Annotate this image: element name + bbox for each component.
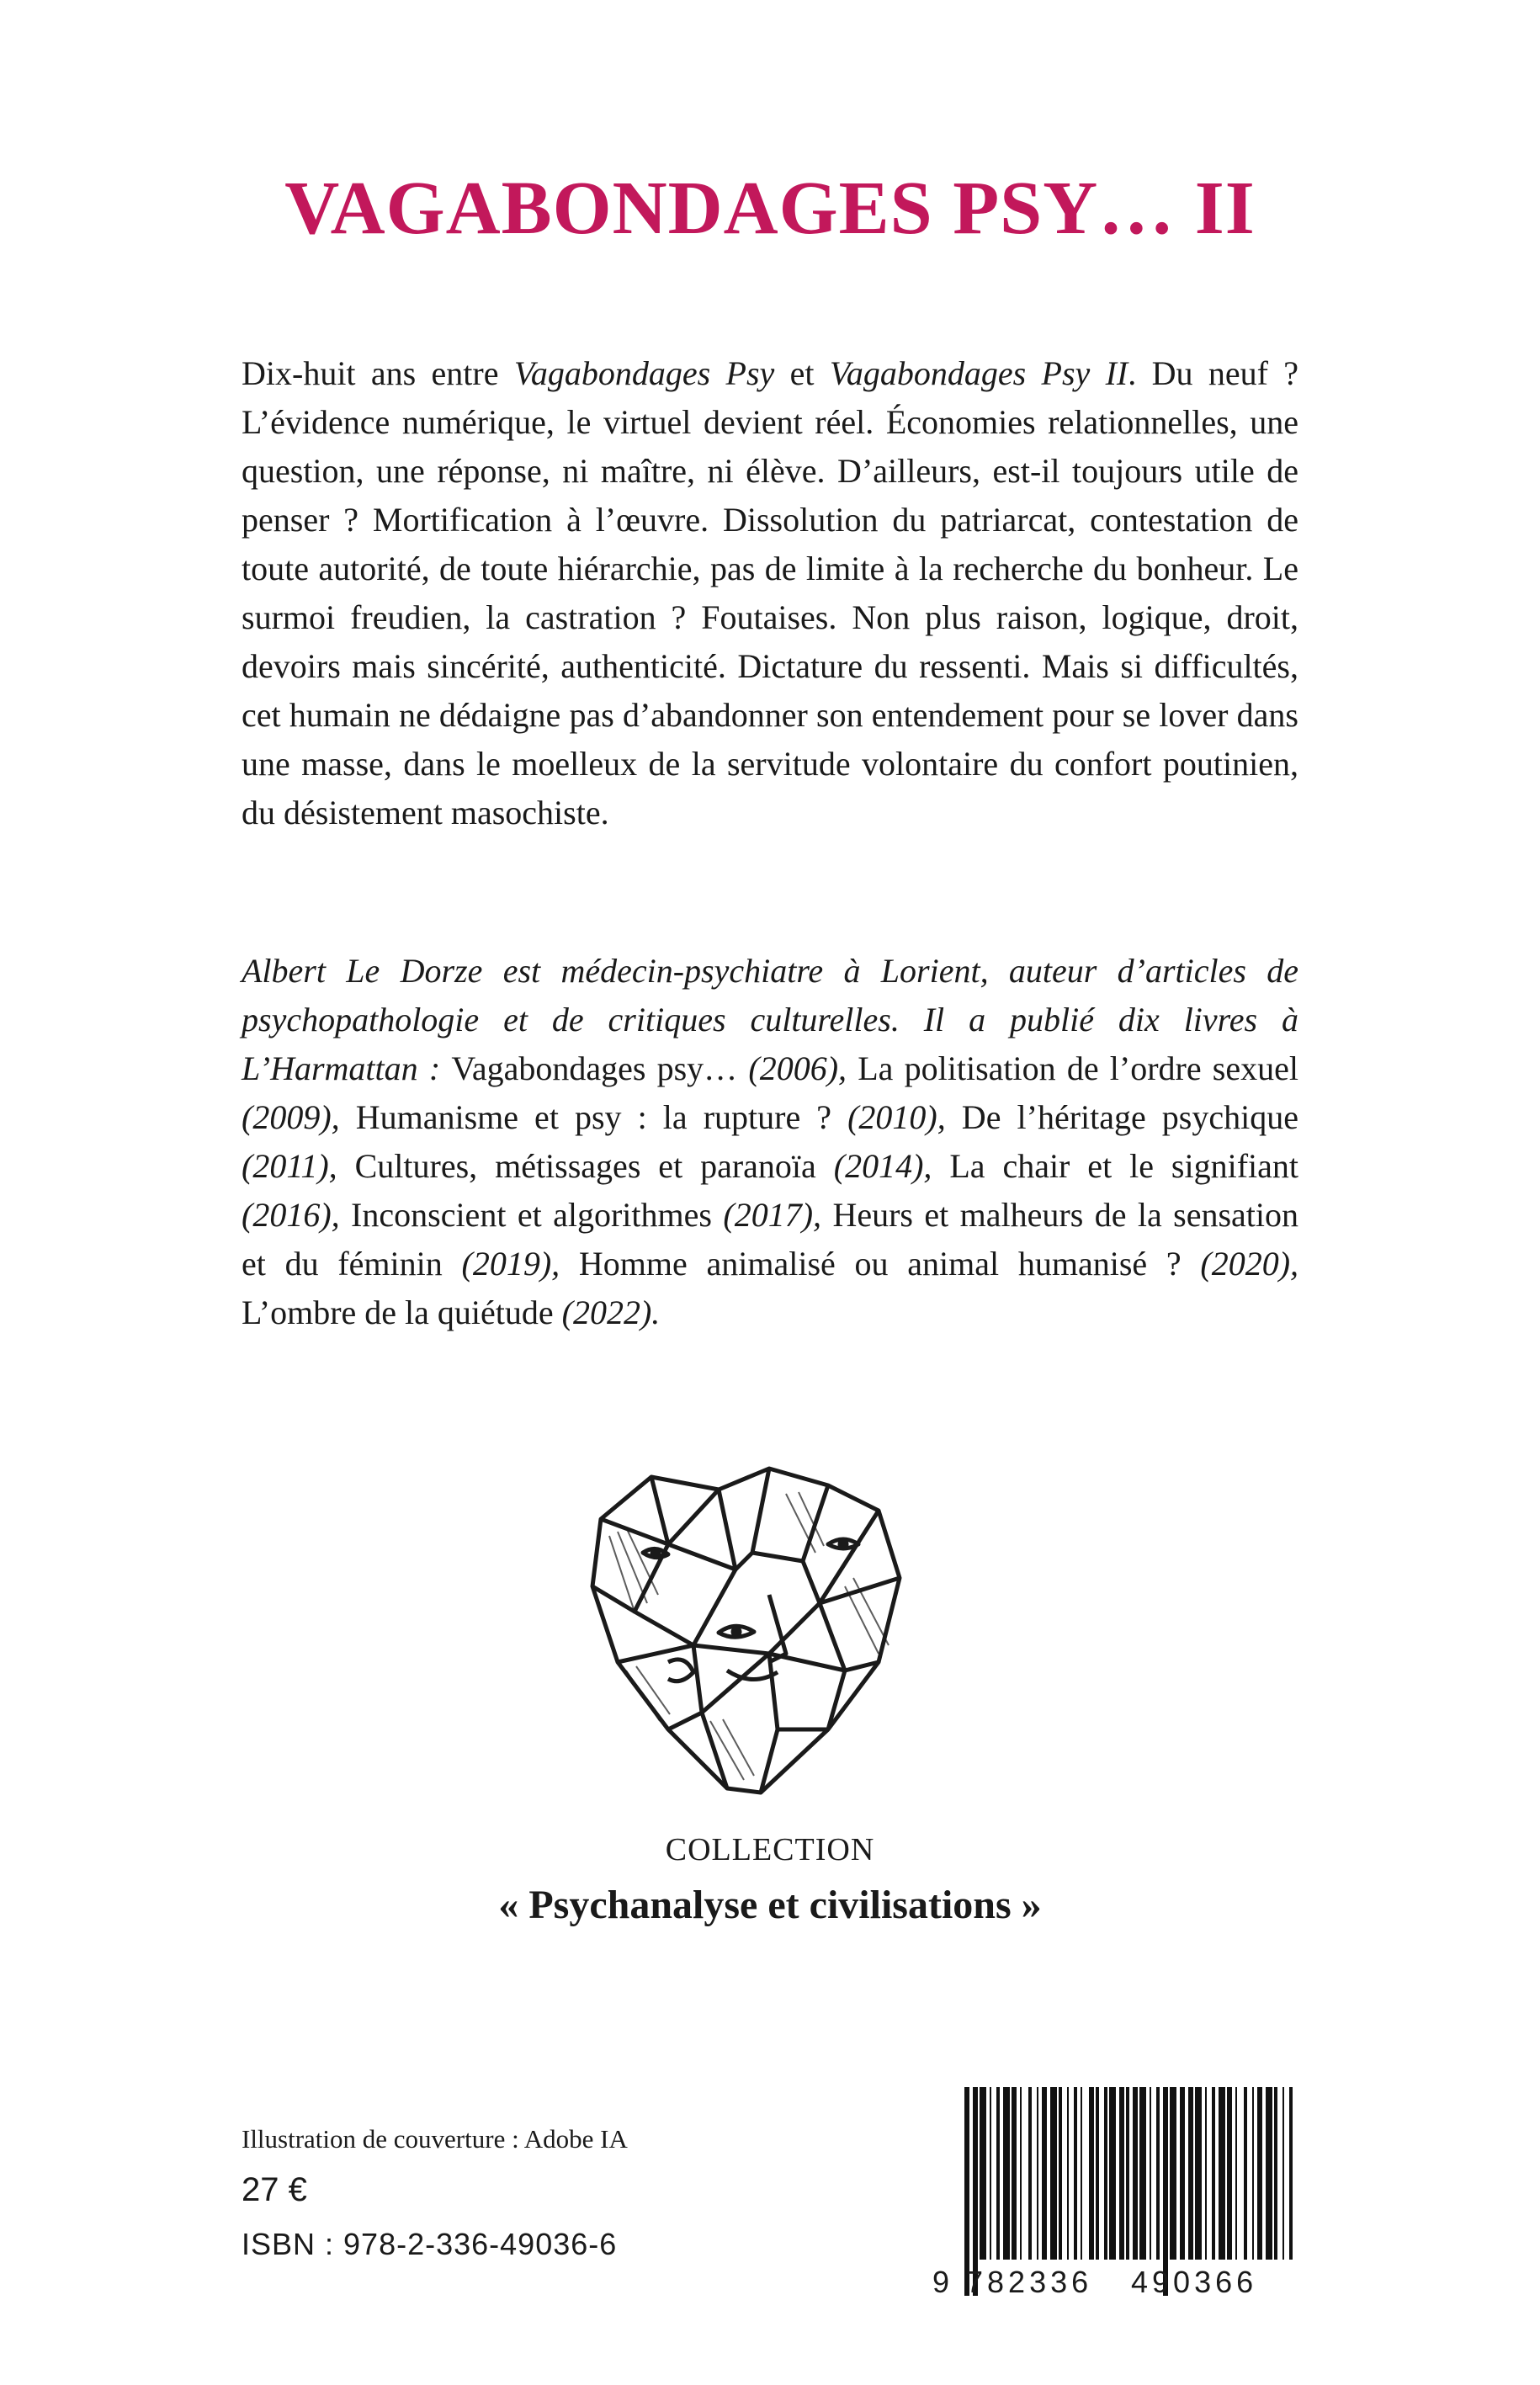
barcode-bar <box>996 2087 1000 2260</box>
barcode-bar <box>1089 2087 1094 2260</box>
book-ref: De l’héritage psychique <box>945 1098 1298 1136</box>
barcode-bar <box>1059 2087 1062 2260</box>
book-ref: Vagabondages psy… <box>451 1049 738 1087</box>
barcode-bar <box>990 2087 991 2260</box>
barcode-digits <box>932 2265 1303 2302</box>
barcode-bar <box>1067 2087 1069 2260</box>
barcode-bar <box>1282 2087 1284 2260</box>
barcode-bar <box>1180 2087 1185 2260</box>
synopsis-text: . Du neuf ? L’évidence numérique, le virtuel devient réel. Économies relationnelles, une question, une réponse, ni maître, ni élève. D’ailleurs, est-il toujours utile de penser ? Mortification à l’œuvre. Dissolution du patriarcat, contestation de toute autorité, de toute hiérarchie, pas de limite à la recherche du bonheur. Le surmoi freudien, la castration ? Foutaises. Non plus raison, logique, droit, devoirs mais sincérité, authenticité. Dictature du ressenti. Mais si difficultés, cet humain ne dédaigne pas d’abandonner son entendement pour se lover dans une masse, dans le moelleux de la servitude volontaire du confort poutinien, du désistement masochiste. <box>242 354 1299 831</box>
book-year: (2009), <box>242 1098 340 1136</box>
synopsis-title-ref: Vagabondages Psy II <box>829 354 1128 392</box>
book-year: (2010), <box>831 1098 946 1136</box>
book-year: (2006), <box>737 1049 847 1087</box>
barcode-bar <box>1195 2087 1202 2260</box>
barcode-bar <box>1096 2087 1099 2260</box>
harmattan-logo-icon <box>576 1452 912 1805</box>
collection-name: « Psychanalyse et civilisations » <box>498 1883 1042 1927</box>
book-year: (2017), <box>711 1196 822 1234</box>
barcode-bar <box>1170 2087 1176 2260</box>
barcode-first-digit: 9 <box>932 2265 950 2299</box>
barcode-bar <box>1212 2087 1215 2260</box>
barcode-bar <box>1037 2087 1038 2260</box>
barcode-bar <box>1020 2087 1022 2260</box>
book-title: VAGABONDAGES PSY… II <box>284 167 1256 250</box>
barcode-bar <box>1219 2087 1225 2260</box>
barcode-bar <box>1028 2087 1032 2260</box>
book-year: (2022). <box>553 1293 661 1331</box>
barcode-bar <box>1188 2087 1193 2260</box>
barcode-bar <box>1109 2087 1116 2260</box>
book-ref: Inconscient et algorithmes <box>339 1196 712 1234</box>
book-year: (2011), <box>242 1147 337 1185</box>
barcode-right-group: 490366 <box>1131 2265 1258 2299</box>
book-year: (2014), <box>815 1147 932 1185</box>
illustration-credit: Illustration de couverture : Adobe IA <box>242 2124 628 2154</box>
barcode-bar <box>1274 2087 1277 2260</box>
book-ref: La chair et le signifiant <box>932 1147 1298 1185</box>
author-bio <box>242 947 1298 1337</box>
barcode-bar <box>1266 2087 1272 2260</box>
book-ref: La politisation de l’ordre sexuel <box>847 1049 1298 1087</box>
book-ref: Heurs et malheurs de la sensation et du féminin <box>242 1196 1299 1283</box>
barcode-bar <box>1205 2087 1207 2260</box>
barcode-bar <box>1012 2087 1017 2260</box>
price: 27 € <box>242 2171 307 2208</box>
book-ref: Homme animalisé ou animal humanisé ? <box>560 1245 1182 1283</box>
barcode-bar <box>1227 2087 1232 2260</box>
barcode-bar <box>1156 2087 1160 2260</box>
synopsis-text: Dix-huit ans entre <box>242 354 514 392</box>
barcode-bar <box>1042 2087 1047 2260</box>
barcode-bar <box>1133 2087 1138 2260</box>
barcode-bar <box>980 2087 986 2260</box>
book-year: (2019), <box>442 1245 560 1283</box>
barcode-bar <box>1081 2087 1082 2260</box>
book-year: (2016), <box>242 1196 340 1234</box>
barcode-bar <box>1119 2087 1124 2260</box>
barcode-bar <box>1235 2087 1237 2260</box>
collection-label: COLLECTION <box>665 1832 875 1867</box>
barcode-bar <box>1126 2087 1129 2260</box>
barcode-bar <box>1104 2087 1107 2260</box>
book-ref: Cultures, métissages et paranoïa <box>337 1147 816 1185</box>
synopsis-title-ref: Vagabondages Psy <box>513 354 775 392</box>
barcode-bar <box>1139 2087 1146 2260</box>
barcode-bar <box>1050 2087 1057 2260</box>
barcode-left-group: 782336 <box>966 2265 1093 2299</box>
barcode-bar <box>1289 2087 1293 2260</box>
isbn: ISBN : 978-2-336-49036-6 <box>242 2227 618 2261</box>
synopsis-paragraph <box>242 349 1298 837</box>
barcode-bar <box>1150 2087 1151 2260</box>
barcode-bar <box>1257 2087 1262 2260</box>
bio-intro: Albert Le Dorze est médecin-psychiatre à Lorient, auteur d’articles de psychopathologie et de critiques culturelles. Il a publié dix livres à L’Harmattan : <box>242 952 1298 1087</box>
barcode-bar <box>1244 2087 1247 2260</box>
barcode-bar <box>1074 2087 1077 2260</box>
book-ref: L’ombre de la quiétude <box>242 1293 554 1331</box>
barcode-bar <box>1252 2087 1254 2260</box>
synopsis-text: et <box>774 354 830 392</box>
book-ref: Humanisme et psy : la rupture ? <box>339 1098 832 1136</box>
book-year: (2020), <box>1181 1245 1299 1283</box>
barcode-bar <box>1003 2087 1010 2260</box>
